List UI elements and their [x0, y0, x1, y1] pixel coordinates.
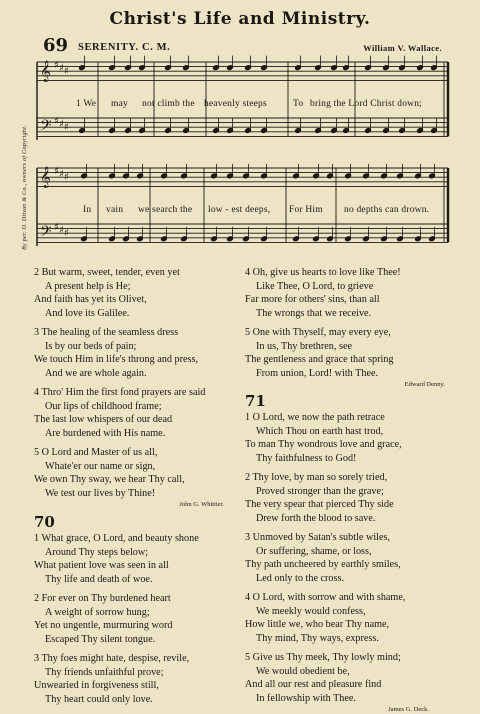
- hymn-71-verse-5: [245, 651, 455, 705]
- copyright-note: By per. O. Ditson & Co., owners of Copyright.: [22, 124, 28, 250]
- verse-line: We would obedient be,: [256, 665, 350, 677]
- verse-line: The wrongs that we receive.: [256, 307, 372, 319]
- verse-line: The very spear that pierced Thy side: [245, 499, 394, 510]
- verse-line: And we are whole again.: [45, 367, 147, 379]
- verse-line: 4 O Lord, with sorrow and with shame,: [245, 592, 406, 603]
- sharp-icon: ♯: [59, 169, 64, 180]
- verse-line: Is by our beds of pain;: [45, 340, 137, 352]
- hymn-69-verse-2: [34, 266, 242, 320]
- right-text-column: [245, 266, 455, 714]
- verse-line: 2 Thy love, by man so sorely tried,: [245, 472, 388, 483]
- lyric-word: vain: [106, 205, 124, 215]
- sharp-icon: ♯: [64, 228, 69, 239]
- verse-line: 4 Oh, give us hearts to love like Thee!: [245, 267, 401, 278]
- music-score: [0, 0, 480, 260]
- treble-clef-icon: 𝄞: [40, 61, 51, 82]
- lyric-word: no depths can drown.: [344, 205, 430, 215]
- verse-line: Like Thee, O Lord, to grieve: [256, 280, 374, 292]
- hymn-number-71: 71: [245, 392, 266, 410]
- verse-line: Whate'er our name or sign,: [45, 460, 156, 472]
- lyric-word: we search the: [138, 205, 193, 215]
- verse-line: 5 O Lord and Master of us all,: [34, 447, 158, 458]
- verse-line: In fellowship with Thee.: [256, 692, 356, 704]
- hymn-69-attribution: John G. Whittier.: [179, 501, 224, 508]
- hymn-70-verse-4: [245, 266, 455, 320]
- hymn-71-verse-4: [245, 591, 455, 645]
- sharp-icon: ♯: [54, 166, 59, 177]
- hymn-71-verse-2: [245, 471, 455, 525]
- sharp-icon: ♯: [64, 122, 69, 133]
- verse-line: Yet no ungentle, murmuring word: [34, 620, 173, 631]
- verse-line: 3 Unmoved by Satan's subtle wiles,: [245, 532, 391, 543]
- verse-line: How little we, who bear Thy name,: [245, 619, 390, 630]
- hymn-70-verse-1: [34, 532, 242, 586]
- verse-line: We own Thy sway, we hear Thy call,: [34, 474, 185, 485]
- lyric-word: To: [293, 99, 304, 109]
- sharp-icon: ♯: [59, 119, 64, 130]
- composer-credit: William V. Wallace.: [363, 43, 442, 53]
- verse-line: Proved stronger than the grave;: [256, 485, 384, 497]
- verse-line: What patient love was seen in all: [34, 560, 169, 571]
- verse-line: And faith has yet its Olivet,: [34, 294, 147, 305]
- verse-line: 5 Give us Thy meek, Thy lowly mind;: [245, 652, 401, 663]
- sharp-icon: ♯: [54, 60, 59, 71]
- bass-clef-icon: 𝄢: [40, 117, 52, 138]
- verse-line: 2 For ever on Thy burdened heart: [34, 593, 171, 604]
- verse-line: Thy path uncheered by earthly smiles,: [245, 559, 401, 570]
- verse-line: We test our lives by Thine!: [45, 487, 156, 499]
- verse-line: The last low whispers of our dead: [34, 414, 173, 425]
- verse-line: Our lips of childhood frame;: [45, 400, 162, 412]
- hymn-71-verse-3: [245, 531, 455, 585]
- lyric-word: heavenly steeps: [204, 99, 267, 109]
- verse-line: We meekly would confess,: [256, 605, 366, 617]
- sharp-icon: ♯: [64, 66, 69, 77]
- lyric-word: may: [111, 99, 128, 109]
- sharp-icon: ♯: [64, 172, 69, 183]
- sharp-icon: ♯: [59, 63, 64, 74]
- verse-line: Thy friends unfaithful prove;: [45, 666, 164, 678]
- hymn-71-attribution: James G. Deck.: [388, 706, 429, 713]
- verse-line: A present help is He;: [45, 280, 131, 292]
- hymn-70-verse-2: [34, 592, 242, 646]
- verse-line: Unwearied in forgiveness still,: [34, 680, 159, 691]
- verse-line: Drew forth the blood to save.: [256, 512, 376, 524]
- lyric-word: In: [83, 205, 92, 215]
- hymn-70-verse-5: [245, 326, 455, 380]
- verse-line: 1 O Lord, we now the path retrace: [245, 412, 385, 423]
- verse-line: Are burdened with His name.: [45, 427, 166, 439]
- hymn-70-attribution: Edward Denny.: [404, 381, 445, 388]
- verse-line: Or suffering, shame, or loss,: [256, 545, 372, 557]
- hymn-number-70: 70: [34, 513, 55, 531]
- verse-line: Thy life and death of woe.: [45, 573, 153, 585]
- verse-line: We touch Him in life's throng and press,: [34, 354, 198, 365]
- verse-line: From union, Lord! with Thee.: [256, 367, 379, 379]
- hymn-69-verse-5: [34, 446, 242, 500]
- hymn-69-verse-4: [34, 386, 242, 440]
- verse-line: 1 What grace, O Lord, and beauty shone: [34, 533, 199, 544]
- sharp-icon: ♯: [59, 225, 64, 236]
- verse-line: 3 The healing of the seamless dress: [34, 327, 179, 338]
- verse-line: Far more for others' sins, than all: [245, 294, 380, 305]
- verse-line: Led only to the cross.: [256, 572, 344, 584]
- page-title: Christ's Life and Ministry.: [109, 9, 371, 29]
- verse-line: The gentleness and grace that spring: [245, 354, 394, 365]
- sharp-icon: ♯: [54, 116, 59, 127]
- verse-line: 3 Thy foes might hate, despise, revile,: [34, 653, 190, 664]
- lyric-word: 1 We: [76, 99, 97, 109]
- verse-line: 5 One with Thyself, may every eye,: [245, 327, 391, 338]
- hymn-70-verse-3: [34, 652, 242, 706]
- treble-clef-icon: 𝄞: [40, 167, 51, 188]
- verse-line: 4 Thro' Him the first fond prayers are said: [34, 387, 206, 398]
- verse-line: 2 But warm, sweet, tender, even yet: [34, 267, 180, 278]
- verse-line: Thy mind, Thy ways, express.: [256, 632, 379, 644]
- verse-line: And love its Galilee.: [45, 307, 130, 319]
- bass-clef-icon: 𝄢: [40, 223, 52, 244]
- hymn-69-verse-3: [34, 326, 242, 380]
- lyric-word: bring the Lord Christ down;: [310, 99, 423, 109]
- verse-line: Thy heart could only love.: [45, 693, 153, 705]
- verse-line: Thy faithfulness to God!: [256, 452, 357, 464]
- hymn-71-verse-1: [245, 411, 455, 465]
- verse-line: Around Thy steps below;: [45, 546, 149, 558]
- hymn-number-69: 69: [43, 35, 69, 56]
- lyric-word: low - est deeps,: [208, 205, 271, 215]
- verse-line: To man Thy wondrous love and grace,: [245, 439, 402, 450]
- verse-line: Escaped Thy silent tongue.: [45, 633, 156, 645]
- lyric-word: For Him: [289, 205, 323, 215]
- sharp-icon: ♯: [54, 222, 59, 233]
- verse-line: Which Thou on earth hast trod,: [256, 425, 384, 437]
- verse-line: And all our rest and pleasure find: [245, 679, 382, 690]
- lyric-word: not climb the: [142, 99, 195, 109]
- left-text-column: [34, 266, 242, 706]
- verse-line: In us, Thy brethren, see: [256, 340, 353, 352]
- tune-name: SERENITY. C. M.: [78, 42, 171, 53]
- verse-line: A weight of sorrow hung;: [45, 606, 150, 618]
